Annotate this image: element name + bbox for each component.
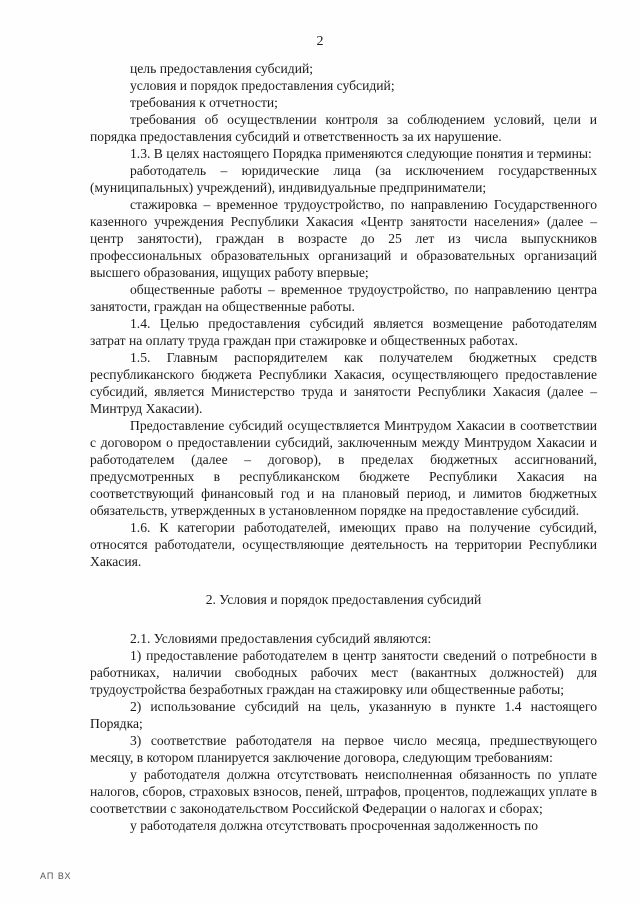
section-heading: 2. Условия и порядок предоставления субсидий — [205, 592, 482, 607]
paragraph: 1.5. Главным распорядителем как получателем бюджетных средств республиканского бюджета Республики Хакасия, осуществляющего предоставление субсидий, является Министерство труда и занятости Республики Хакасия (далее – Минтруд Хакасии). — [90, 350, 597, 416]
footer-mark: АП ВХ — [40, 871, 72, 881]
page-number: 2 — [316, 34, 324, 49]
document-body — [90, 60, 597, 834]
paragraph: у работодателя должна отсутствовать просроченная задолженность по — [130, 818, 539, 833]
paragraph: 3) соответствие работодателя на первое число месяца, предшествующего месяцу, в котором планируется заключение договора, следующим требованиям: — [90, 733, 597, 765]
paragraph: 2) использование субсидий на цель, указанную в пункте 1.4 настоящего Порядка; — [90, 699, 597, 731]
paragraph: Предоставление субсидий осуществляется Минтрудом Хакасии в соответствии с договором о предоставлении субсидий, заключенным между Минтрудом Хакасии и работодателем (далее – договор), в пределах бюджетных ассигнований, предусмотренных в республиканском бюджете Республики Хакасия на соответствующий финансовый год и на плановый период, и лимитов бюджетных обязательств, утвержденных в установленном порядке на предоставление субсидий. — [90, 418, 597, 518]
paragraph: условия и порядок предоставления субсидий; — [130, 78, 395, 93]
paragraph: 1.4. Целью предоставления субсидий является возмещение работодателям затрат на оплату труда граждан при стажировке и общественных работах. — [90, 316, 597, 348]
paragraph: стажировка – временное трудоустройство, по направлению Государственного казенного учреждения Республики Хакасия «Центр занятости населения» (далее – центр занятости), граждан в возрасте до 25 лет из числа выпускников профессиональных образовательных организаций и образовательных организаций высшего образования, ищущих работу впервые; — [90, 197, 597, 280]
paragraph: 1.3. В целях настоящего Порядка применяются следующие понятия и термины: — [130, 146, 592, 161]
paragraph: 1.6. К категории работодателей, имеющих право на получение субсидий, относятся работодатели, осуществляющие деятельность на территории Республики Хакасия. — [90, 520, 597, 569]
paragraph: цель предоставления субсидий; — [130, 61, 314, 76]
paragraph: 2.1. Условиями предоставления субсидий являются: — [130, 631, 432, 646]
paragraph: у работодателя должна отсутствовать неисполненная обязанность по уплате налогов, сборов, страховых взносов, пеней, штрафов, процентов, подлежащих уплате в соответствии с законодательством Российской Федерации о налогах и сборах; — [90, 767, 597, 816]
paragraph: общественные работы – временное трудоустройство, по направлению центра занятости, граждан на общественные работы. — [90, 282, 597, 314]
paragraph: работодатель – юридические лица (за исключением государственных (муниципальных) учреждений), индивидуальные предприниматели; — [90, 163, 597, 195]
paragraph: 1) предоставление работодателем в центр занятости сведений о потребности в работниках, наличии свободных рабочих мест (вакантных должностей) для трудоустройства безработных граждан на стажировку или общественные работы; — [90, 648, 597, 697]
paragraph: требования к отчетности; — [130, 95, 278, 110]
paragraph: требования об осуществлении контроля за соблюдением условий, цели и порядка предоставления субсидий и ответственность за их нарушение. — [90, 112, 597, 144]
